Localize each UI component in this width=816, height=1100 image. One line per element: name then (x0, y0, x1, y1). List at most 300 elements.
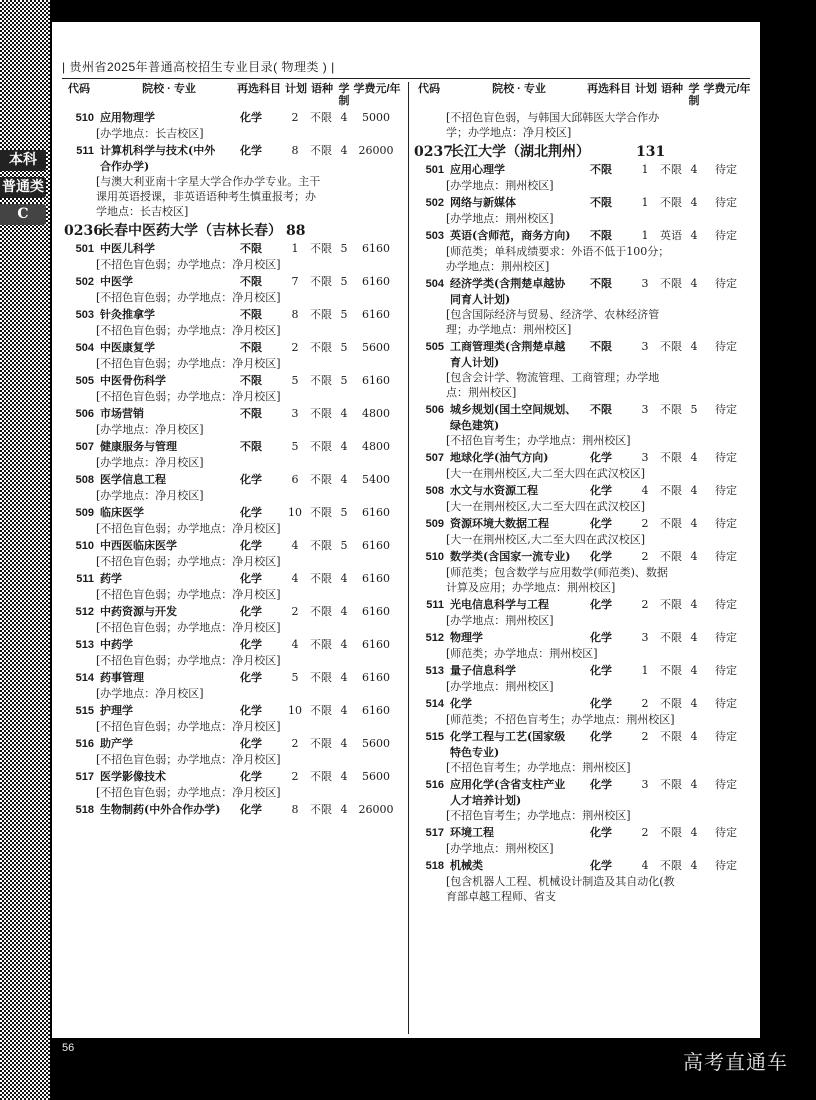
major-fee: 待定 (715, 403, 737, 416)
major-subject: 不限 (590, 277, 612, 290)
major-name: 中医学 (100, 275, 133, 288)
major-row (64, 307, 402, 338)
major-line (414, 483, 752, 499)
major-name: 地球化学(油气方向) (450, 451, 549, 464)
major-years: 4 (340, 803, 348, 816)
left-column-header (64, 80, 402, 110)
major-fee: 5400 (362, 473, 390, 486)
major-fee: 6160 (362, 275, 390, 288)
col-lang: 语种 (661, 83, 683, 95)
major-line (414, 729, 752, 745)
major-code: 515 (75, 705, 94, 717)
major-row (414, 549, 752, 595)
major-note: [大一在荆州校区,大二至大四在武汉校区] (446, 533, 646, 546)
major-note: [不招色盲色弱；办学地点：净月校区] (96, 588, 281, 601)
tab-general: 普通类 (0, 177, 46, 198)
major-note: [不招色盲考生；办学地点：荆州校区] (446, 761, 631, 774)
major-code: 502 (425, 197, 444, 209)
major-fee: 待定 (715, 697, 737, 710)
major-fee: 6160 (362, 539, 390, 552)
major-line (414, 777, 752, 793)
major-plan: 2 (291, 111, 299, 124)
major-name: 健康服务与管理 (100, 440, 177, 453)
major-years: 4 (340, 671, 348, 684)
watermark: 高考直通车 (683, 1050, 788, 1074)
major-language: 不限 (310, 737, 332, 750)
major-line (64, 571, 402, 587)
major-note: [师范类；包含数学与应用数学(师范类)、数据计算及应用；办学地点：荆州校区] (446, 566, 668, 594)
major-fee: 6160 (362, 704, 390, 717)
major-plan: 5 (291, 374, 299, 387)
major-plan: 1 (641, 163, 649, 176)
right-column (414, 80, 752, 906)
major-row (64, 143, 402, 219)
major-row (414, 402, 752, 448)
major-row (414, 339, 752, 400)
major-subject: 化学 (240, 737, 262, 750)
major-fee: 待定 (715, 340, 737, 353)
major-code: 511 (76, 145, 94, 157)
major-row (64, 670, 402, 701)
major-line (64, 373, 402, 389)
major-fee: 6160 (362, 308, 390, 321)
major-fee: 待定 (715, 229, 737, 242)
major-row (64, 736, 402, 767)
major-name: 化学工程与工艺(国家级 (450, 730, 566, 743)
major-name: 中医康复学 (100, 341, 155, 354)
major-years: 4 (690, 697, 698, 710)
major-plan: 1 (291, 242, 299, 255)
major-note: [办学地点：净月校区] (96, 423, 204, 436)
major-note: [包含国际经济与贸易、经济学、农林经济管理；办学地点：荆州校区] (446, 308, 660, 336)
major-fee: 待定 (715, 196, 737, 209)
major-years: 4 (690, 598, 698, 611)
major-row (414, 195, 752, 226)
major-years: 4 (690, 277, 698, 290)
major-row (64, 472, 402, 503)
major-plan: 8 (291, 308, 299, 321)
major-name: 医学影像技术 (100, 770, 166, 783)
major-name: 中医骨伤科学 (100, 374, 166, 387)
major-subject: 不限 (590, 229, 612, 242)
major-fee: 待定 (715, 826, 737, 839)
left-rows (64, 110, 402, 818)
major-line (64, 274, 402, 290)
major-code: 505 (75, 375, 94, 387)
major-subject: 化学 (590, 664, 612, 677)
major-name: 针灸推拿学 (100, 308, 155, 321)
major-language: 不限 (660, 517, 682, 530)
major-language: 不限 (310, 407, 332, 420)
major-code: 512 (75, 606, 94, 618)
major-years: 4 (690, 664, 698, 677)
major-row (64, 274, 402, 305)
major-row (414, 663, 752, 694)
major-plan: 4 (291, 539, 299, 552)
major-plan: 2 (641, 697, 649, 710)
major-years: 4 (690, 730, 698, 743)
major-note: [不招色盲考生；办学地点：荆州校区] (446, 809, 631, 822)
major-plan: 2 (641, 730, 649, 743)
major-plan: 5 (291, 671, 299, 684)
major-language: 不限 (660, 631, 682, 644)
major-row (414, 228, 752, 274)
major-row (414, 483, 752, 514)
col-plan: 计划 (285, 83, 307, 95)
major-note: [办学地点：荆州校区] (446, 212, 554, 225)
major-name-cont: 人才培养计划) (450, 794, 522, 807)
major-row (414, 630, 752, 661)
major-code: 508 (425, 485, 444, 497)
major-name-cont: 特色专业) (450, 746, 500, 759)
major-line (64, 637, 402, 653)
major-language: 不限 (310, 341, 332, 354)
major-code: 512 (425, 632, 444, 644)
school-plan-total: 88 (286, 223, 306, 239)
major-note: [不招色盲色弱；办学地点：净月校区] (96, 555, 281, 568)
major-subject: 化学 (590, 859, 612, 872)
major-code: 511 (426, 599, 444, 611)
major-name: 中药学 (100, 638, 133, 651)
major-language: 不限 (660, 550, 682, 563)
major-row (414, 276, 752, 337)
major-subject: 不限 (240, 308, 262, 321)
major-note: [办学地点：净月校区] (96, 456, 204, 469)
major-subject: 化学 (240, 671, 262, 684)
major-name-cont: 同育人计划) (450, 293, 511, 306)
major-fee: 5600 (362, 770, 390, 783)
major-code: 510 (75, 112, 94, 124)
page-title: | 贵州省2025年普通高校招生专业目录( 物理类 ) | (62, 60, 335, 74)
major-row (64, 241, 402, 272)
major-years: 4 (340, 605, 348, 618)
left-column (64, 80, 402, 820)
major-note: [办学地点：净月校区] (96, 687, 204, 700)
major-note: [不招色盲色弱；办学地点：净月校区] (96, 390, 281, 403)
major-fee: 26000 (358, 144, 394, 157)
major-language: 英语 (660, 229, 682, 242)
major-years: 4 (340, 704, 348, 717)
major-years: 4 (340, 737, 348, 750)
major-years: 5 (340, 275, 348, 288)
major-note: [不招色盲色弱；办学地点：净月校区] (96, 753, 281, 766)
major-code: 501 (75, 243, 94, 255)
major-subject: 化学 (590, 730, 612, 743)
col-years: 学制 (688, 83, 700, 107)
column-divider (408, 82, 409, 1034)
major-name: 环境工程 (450, 826, 494, 839)
major-name: 城乡规划(国土空间规划、 (450, 403, 577, 416)
major-name: 英语(含师范，商务方向) (450, 229, 571, 242)
major-plan: 2 (291, 341, 299, 354)
major-row (64, 769, 402, 800)
major-row (414, 777, 752, 823)
major-code: 514 (75, 672, 94, 684)
major-name: 生物制药(中外合作办学) (100, 803, 221, 816)
major-plan: 3 (641, 403, 649, 416)
major-plan: 10 (288, 506, 302, 519)
major-line (64, 736, 402, 752)
major-row (64, 604, 402, 635)
major-fee: 6160 (362, 605, 390, 618)
major-years: 5 (340, 242, 348, 255)
major-line (64, 670, 402, 686)
major-code: 516 (75, 738, 94, 750)
major-subject: 化学 (590, 517, 612, 530)
catalog-page (52, 22, 760, 1038)
major-language: 不限 (310, 275, 332, 288)
header-rule (62, 78, 750, 79)
major-plan: 2 (641, 550, 649, 563)
col-school: 院校 · 专业 (492, 83, 546, 95)
school-code: 0237 (414, 144, 453, 160)
major-subject: 化学 (240, 572, 262, 585)
school-header (64, 221, 402, 241)
major-line (414, 825, 752, 841)
major-fee: 5000 (362, 111, 390, 124)
major-plan: 6 (291, 473, 299, 486)
major-row (64, 802, 402, 818)
major-code: 517 (425, 827, 444, 839)
school-code: 0236 (64, 223, 103, 239)
major-name: 药学 (100, 572, 122, 585)
major-note: [与澳大利亚南十字星大学合作办学专业。主干课用英语授课，非英语语种考生慎重报考；办学地点：长吉校区] (96, 175, 321, 218)
major-line (64, 307, 402, 323)
major-row (64, 110, 402, 141)
major-fee: 待定 (715, 730, 737, 743)
col-subject: 再选科目 (237, 83, 281, 95)
major-line (414, 858, 752, 874)
major-code: 510 (75, 540, 94, 552)
major-note: [办学地点：长吉校区] (96, 127, 204, 140)
major-code: 509 (425, 518, 444, 530)
major-plan: 8 (291, 803, 299, 816)
major-code: 516 (425, 779, 444, 791)
major-fee: 待定 (715, 517, 737, 530)
major-row (64, 571, 402, 602)
major-note: [包含会计学、物流管理、工商管理；办学地点：荆州校区] (446, 371, 660, 399)
col-years: 学制 (338, 83, 350, 107)
major-plan: 5 (291, 440, 299, 453)
major-years: 4 (690, 550, 698, 563)
major-fee: 6160 (362, 638, 390, 651)
major-line (64, 538, 402, 554)
major-code: 504 (425, 278, 444, 290)
major-language: 不限 (660, 697, 682, 710)
major-code: 505 (425, 341, 444, 353)
major-note: [不招色盲色弱；办学地点：净月校区] (96, 720, 281, 733)
major-years: 5 (690, 403, 698, 416)
major-subject: 化学 (240, 539, 262, 552)
major-fee: 待定 (715, 664, 737, 677)
major-name: 物理学 (450, 631, 483, 644)
col-school: 院校 · 专业 (142, 83, 196, 95)
major-plan: 4 (291, 572, 299, 585)
major-line (64, 439, 402, 455)
major-note: [不招色盲色弱；办学地点：净月校区] (96, 522, 281, 535)
major-row (414, 162, 752, 193)
major-line (64, 241, 402, 257)
major-years: 4 (690, 631, 698, 644)
major-language: 不限 (310, 308, 332, 321)
major-name-cont: 育人计划) (450, 356, 500, 369)
major-language: 不限 (660, 277, 682, 290)
major-years: 4 (690, 859, 698, 872)
major-language: 不限 (310, 539, 332, 552)
major-language: 不限 (660, 196, 682, 209)
major-line (414, 162, 752, 178)
major-language: 不限 (310, 704, 332, 717)
major-fee: 待定 (715, 484, 737, 497)
major-subject: 化学 (240, 605, 262, 618)
major-row (414, 858, 752, 904)
major-fee: 6160 (362, 374, 390, 387)
major-code: 504 (75, 342, 94, 354)
major-line (64, 340, 402, 356)
major-plan: 1 (641, 664, 649, 677)
major-row (64, 439, 402, 470)
major-note: [办学地点：荆州校区] (446, 842, 554, 855)
major-subject: 化学 (240, 803, 262, 816)
major-language: 不限 (310, 671, 332, 684)
major-row (64, 637, 402, 668)
major-subject: 化学 (240, 638, 262, 651)
major-fee: 6160 (362, 671, 390, 684)
major-name: 计算机科学与技术(中外 (100, 144, 216, 157)
major-note: [不招色盲色弱；办学地点：净月校区] (96, 357, 281, 370)
major-subject: 化学 (590, 778, 612, 791)
major-code: 513 (425, 665, 444, 677)
major-subject: 不限 (590, 403, 612, 416)
major-language: 不限 (310, 440, 332, 453)
major-plan: 2 (291, 737, 299, 750)
major-name-cont: 绿色建筑) (450, 419, 500, 432)
major-name: 市场营销 (100, 407, 144, 420)
major-years: 4 (340, 572, 348, 585)
major-fee: 待定 (715, 277, 737, 290)
major-note: [不招色盲考生；办学地点：荆州校区] (446, 434, 631, 447)
major-years: 4 (690, 826, 698, 839)
major-line (64, 505, 402, 521)
section-tabs (0, 150, 50, 231)
major-note: [不招色盲色弱；办学地点：净月校区] (96, 324, 281, 337)
major-plan: 1 (641, 229, 649, 242)
major-note: [不招色盲色弱；办学地点：净月校区] (96, 654, 281, 667)
major-subject: 化学 (240, 144, 262, 157)
major-row (414, 729, 752, 775)
major-years: 4 (690, 451, 698, 464)
major-name: 助产学 (100, 737, 133, 750)
major-name-cont: 合作办学) (100, 160, 150, 173)
major-fee: 待定 (715, 859, 737, 872)
major-plan: 3 (641, 340, 649, 353)
major-years: 4 (340, 407, 348, 420)
major-name: 化学 (450, 697, 472, 710)
major-years: 5 (340, 341, 348, 354)
major-line (414, 450, 752, 466)
tab-undergrad: 本科 (0, 150, 46, 171)
major-years: 4 (690, 163, 698, 176)
major-language: 不限 (310, 111, 332, 124)
major-note: [办学地点：荆州校区] (446, 680, 554, 693)
major-name: 医学信息工程 (100, 473, 166, 486)
major-plan: 2 (641, 598, 649, 611)
major-line (414, 228, 752, 244)
major-row (414, 516, 752, 547)
major-language: 不限 (310, 605, 332, 618)
major-subject: 化学 (590, 631, 612, 644)
major-language: 不限 (660, 664, 682, 677)
major-name: 应用物理学 (100, 111, 155, 124)
major-subject: 不限 (240, 275, 262, 288)
major-plan: 1 (641, 196, 649, 209)
major-years: 5 (340, 539, 348, 552)
major-plan: 4 (641, 484, 649, 497)
major-language: 不限 (310, 803, 332, 816)
major-language: 不限 (310, 572, 332, 585)
major-line (64, 769, 402, 785)
major-code: 518 (425, 860, 444, 872)
major-name: 水文与水资源工程 (450, 484, 538, 497)
major-code: 506 (75, 408, 94, 420)
major-plan: 3 (641, 277, 649, 290)
major-plan: 3 (641, 778, 649, 791)
major-subject: 不限 (240, 374, 262, 387)
major-note: [师范类；不招色盲考生；办学地点：荆州校区] (446, 713, 675, 726)
major-plan: 7 (291, 275, 299, 288)
major-fee: 6160 (362, 242, 390, 255)
major-subject: 化学 (240, 506, 262, 519)
major-subject: 化学 (240, 770, 262, 783)
major-row (64, 373, 402, 404)
major-note: [不招色盲色弱；办学地点：净月校区] (96, 621, 281, 634)
major-language: 不限 (310, 473, 332, 486)
major-plan: 2 (641, 826, 649, 839)
major-fee: 待定 (715, 631, 737, 644)
major-subject: 不限 (240, 341, 262, 354)
major-plan: 3 (641, 631, 649, 644)
major-name: 中药资源与开发 (100, 605, 177, 618)
major-language: 不限 (660, 451, 682, 464)
major-note: [大一在荆州校区,大二至大四在武汉校区] (446, 500, 646, 513)
major-code: 508 (75, 474, 94, 486)
col-plan: 计划 (635, 83, 657, 95)
major-name: 应用心理学 (450, 163, 505, 176)
major-fee: 待定 (715, 598, 737, 611)
major-years: 4 (340, 111, 348, 124)
major-plan: 8 (291, 144, 299, 157)
major-subject: 不限 (590, 340, 612, 353)
major-years: 4 (340, 144, 348, 157)
major-name: 经济学类(含荆楚卓越协 (450, 277, 566, 290)
major-years: 4 (690, 484, 698, 497)
major-language: 不限 (310, 242, 332, 255)
major-years: 5 (340, 374, 348, 387)
major-fee: 4800 (362, 440, 390, 453)
major-name: 中医儿科学 (100, 242, 155, 255)
school-header (414, 142, 752, 162)
major-code: 507 (425, 452, 444, 464)
major-subject: 化学 (590, 451, 612, 464)
major-fee: 待定 (715, 550, 737, 563)
major-subject: 不限 (240, 407, 262, 420)
major-language: 不限 (310, 638, 332, 651)
major-years: 4 (690, 196, 698, 209)
major-years: 4 (340, 638, 348, 651)
major-fee: 26000 (358, 803, 394, 816)
major-note: [办学地点：荆州校区] (446, 179, 554, 192)
major-plan: 2 (291, 605, 299, 618)
